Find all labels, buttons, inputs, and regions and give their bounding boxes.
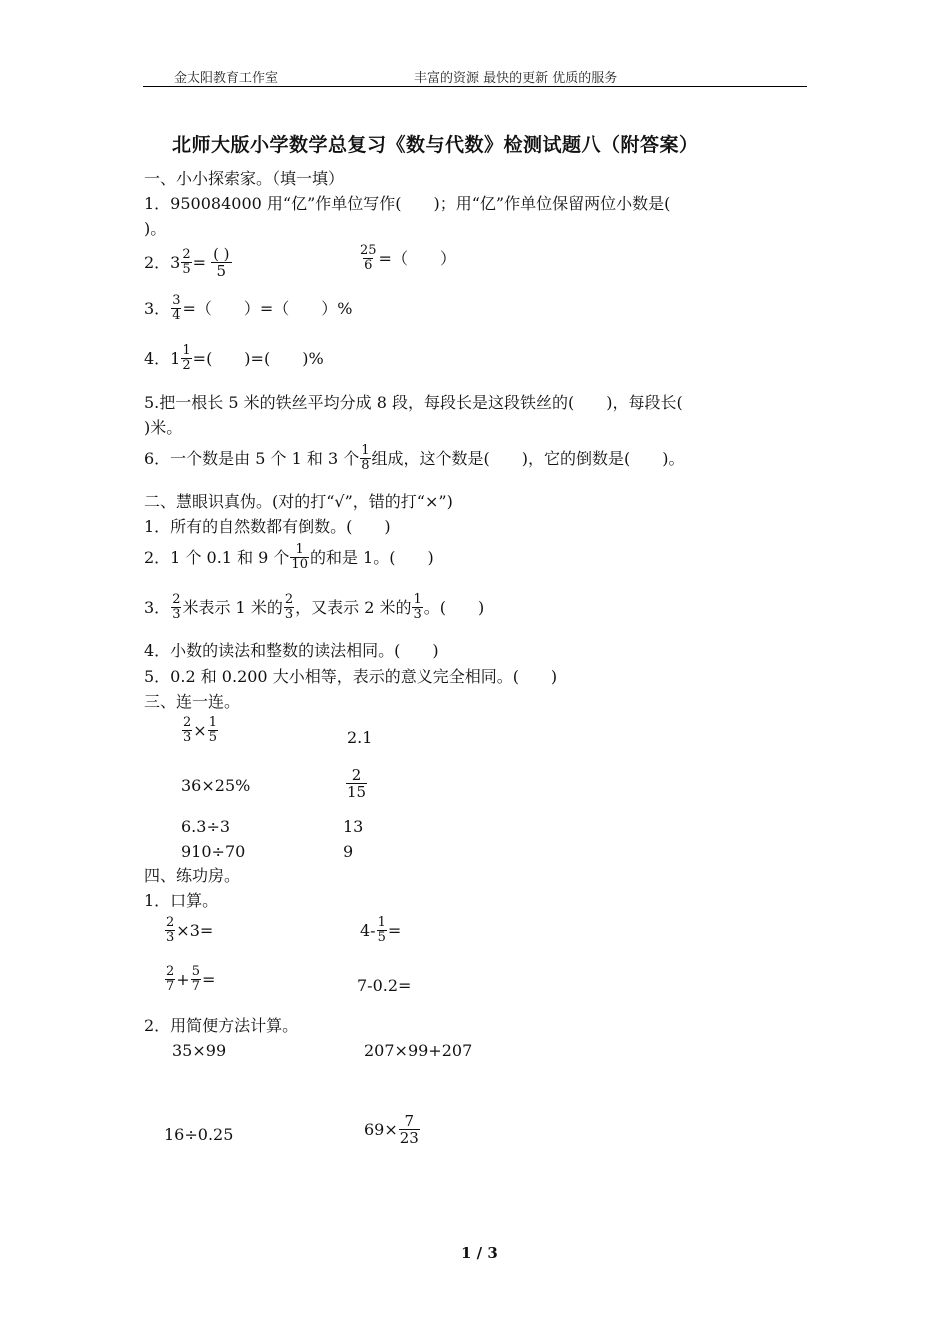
s2-q2-b: 的和是 1。( ): [309, 547, 434, 567]
s4-calc-f: 207×99+207: [364, 1041, 473, 1060]
s1-q6-fraction: $\frac{1}{8}$: [361, 443, 370, 473]
s4-sub1: 1．口算。: [144, 891, 219, 910]
s2-q3: [144, 593, 484, 622]
s1-q4-prefix: 4．1: [144, 348, 181, 368]
s3-r2-fraction: $\frac{2}{15}$: [347, 766, 367, 801]
s4-c-op: +: [176, 969, 190, 989]
s1-q2-prefix: 2．3: [144, 252, 181, 272]
s2-q3-fraction-1: $\frac{2}{3}$: [172, 592, 181, 622]
s4-b-pre: 4-: [360, 920, 376, 940]
page-title: 北师大版小学数学总复习《数与代数》检测试题八（附答案）: [172, 134, 699, 156]
s4-b-fraction: $\frac{1}{5}$: [377, 915, 386, 945]
s4-h-pre: 69×: [364, 1119, 398, 1139]
s4-calc-c: [164, 965, 215, 994]
s1-q5-line2: )米。: [144, 418, 183, 437]
s2-q3-c: ，又表示 2 米的: [295, 597, 412, 617]
s1-q3: [144, 294, 353, 323]
s3-left-3: 6.3÷3: [181, 817, 231, 836]
section2-heading: 二、慧眼识真伪。(对的打“√”，错的打“×”): [144, 492, 453, 511]
s1-q3-fraction: $\frac{3}{4}$: [172, 293, 181, 323]
s3-left-1: [181, 716, 219, 745]
s1-q6-a: 6．一个数是由 5 个 1 和 3 个: [144, 448, 360, 468]
s2-q3-b: 米表示 1 米的: [182, 597, 283, 617]
s2-q1: 1．所有的自然数都有倒数。( ): [144, 517, 391, 536]
s4-calc-b: [360, 916, 401, 945]
s3-left-4: 910÷70: [181, 842, 246, 861]
s3-right-2: [345, 767, 368, 800]
section4-heading: 四、练功房。: [144, 866, 241, 885]
s3-right-4: 9: [343, 842, 354, 861]
s3-left-2: 36×25%: [181, 776, 251, 795]
s4-sub2: 2．用简便方法计算。: [144, 1016, 299, 1035]
header-rule: [143, 86, 807, 87]
s4-calc-g: 16÷0.25: [164, 1125, 234, 1144]
s1-q2-fraction: $\frac{2}{5}$: [182, 247, 191, 277]
s2-q3-fraction-2: $\frac{2}{3}$: [284, 592, 294, 622]
s4-b-rest: =: [387, 920, 402, 940]
s4-a-fraction: $\frac{2}{3}$: [166, 915, 175, 945]
s1-q3-rest: =（ ）=（ ）%: [182, 298, 353, 318]
s3-l1-fraction-1: $\frac{2}{3}$: [183, 715, 192, 745]
s1-q3-prefix: 3．: [144, 298, 171, 318]
s4-calc-e: 35×99: [172, 1041, 227, 1060]
s1-q1-line1: 1．950084000 用“亿”作单位写作( )；用“亿”作单位保留两位小数是(: [144, 194, 671, 213]
s2-q3-d: 。( ): [423, 597, 485, 617]
s1-q6-b: 组成，这个数是( )，它的倒数是( )。: [371, 448, 685, 468]
s1-q2: [144, 246, 237, 279]
s4-c-fraction-1: $\frac{2}{7}$: [166, 964, 175, 994]
s4-calc-h: [364, 1113, 421, 1146]
s3-right-1: 2.1: [347, 728, 373, 747]
s4-c-rest: =: [201, 969, 216, 989]
page-number: 1 / 3: [461, 1244, 498, 1262]
s4-calc-a: [164, 916, 213, 945]
s1-q4-fraction: $\frac{1}{2}$: [182, 343, 191, 373]
s3-right-3: 13: [343, 817, 364, 836]
s1-q2-blank-fraction: $\frac{( )}{5}$: [207, 246, 235, 279]
s1-q1-line2: )。: [144, 219, 167, 238]
s2-q2-a: 2．1 个 0.1 和 9 个: [144, 547, 290, 567]
s2-q2: [144, 543, 434, 572]
s3-l1-fraction-2: $\frac{1}{5}$: [208, 715, 217, 745]
s1-q2b-fraction: $\frac{25}{6}$: [360, 243, 377, 273]
s2-q4: 4．小数的读法和整数的读法相同。( ): [144, 641, 439, 660]
section3-heading: 三、连一连。: [144, 692, 241, 711]
s1-q2-eq: =: [192, 252, 207, 272]
s4-c-fraction-2: $\frac{5}{7}$: [191, 964, 200, 994]
s4-calc-d: 7-0.2=: [357, 976, 412, 995]
s1-q6: [144, 444, 685, 473]
s1-q5-line1: 5.把一根长 5 米的铁丝平均分成 8 段，每段长是这段铁丝的( )，每段长(: [144, 393, 683, 412]
s2-q5: 5．0.2 和 0.200 大小相等，表示的意义完全相同。( ): [144, 667, 558, 686]
s1-q4-rest: =( )=( )%: [192, 348, 324, 368]
section1-heading: 一、小小探索家。（填一填）: [144, 169, 345, 188]
s1-q4: [144, 344, 324, 373]
s2-q2-fraction: $\frac{1}{10}$: [291, 542, 308, 572]
s1-q2b-rest: =（ ）: [378, 248, 456, 268]
s3-l1-op: ×: [193, 720, 207, 740]
s4-a-rest: ×3=: [176, 920, 214, 940]
header-right: 丰富的资源 最快的更新 优质的服务: [414, 71, 618, 86]
s2-q3-fraction-3: $\frac{1}{3}$: [413, 592, 422, 622]
s4-h-fraction: $\frac{7}{23}$: [399, 1112, 419, 1147]
s2-q3-a: 3．: [144, 597, 171, 617]
s1-q2b: [358, 244, 456, 273]
header-left: 金太阳教育工作室: [174, 71, 279, 86]
